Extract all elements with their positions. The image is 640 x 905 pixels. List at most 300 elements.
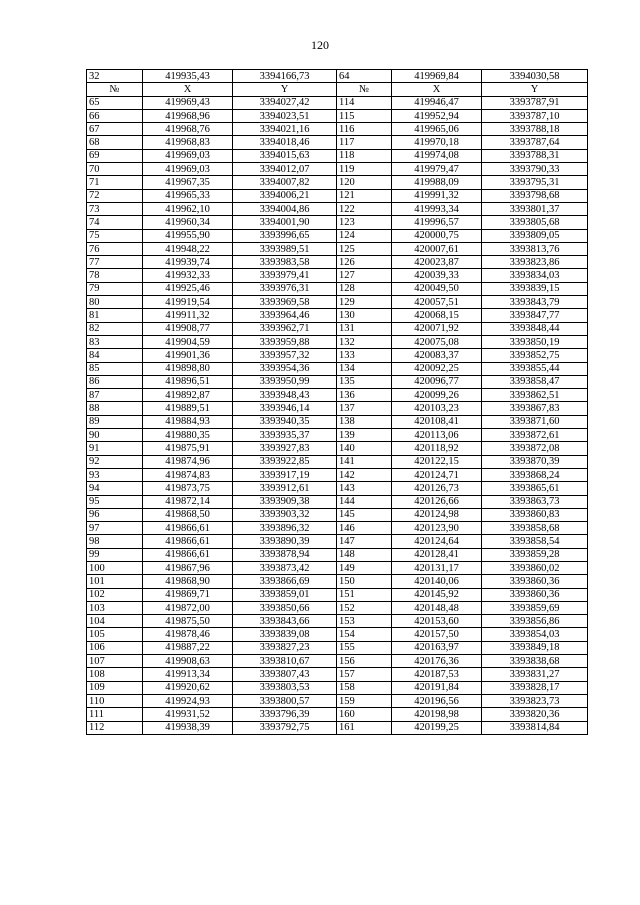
cell-number: 128 (337, 282, 392, 295)
table-row (87, 455, 588, 468)
table-row (87, 123, 588, 136)
cell-x: 420083,37 (392, 349, 482, 362)
cell-x: 419948,22 (143, 242, 233, 255)
cell-x: 419925,46 (143, 282, 233, 295)
table-row (87, 561, 588, 574)
cell-y: 3393868,24 (482, 468, 588, 481)
cell-x: 420000,75 (392, 229, 482, 242)
table-row (87, 229, 588, 242)
cell-x: 420103,23 (392, 402, 482, 415)
cell-number: 149 (337, 561, 392, 574)
header-number: № (337, 83, 392, 96)
cell-y: 3393909,38 (233, 495, 337, 508)
cell-y: 3393865,61 (482, 482, 588, 495)
cell-x: 419968,96 (143, 109, 233, 122)
cell-x: 419867,96 (143, 561, 233, 574)
cell-x: 419868,90 (143, 575, 233, 588)
cell-y: 3393860,36 (482, 575, 588, 588)
cell-y: 3393792,75 (233, 721, 337, 734)
cell-x: 419884,93 (143, 415, 233, 428)
cell-number: 81 (87, 309, 143, 322)
cell-number: 64 (337, 70, 392, 83)
cell-y: 3393969,58 (233, 296, 337, 309)
cell-number: 157 (337, 668, 392, 681)
cell-number: 152 (337, 601, 392, 614)
table-row (87, 482, 588, 495)
cell-y: 3393834,03 (482, 269, 588, 282)
cell-x: 420131,17 (392, 561, 482, 574)
cell-x: 420049,50 (392, 282, 482, 295)
cell-y: 3393860,02 (482, 561, 588, 574)
cell-y: 3393807,43 (233, 668, 337, 681)
header-y: Y (482, 83, 588, 96)
cell-x: 419892,87 (143, 389, 233, 402)
cell-number: 144 (337, 495, 392, 508)
cell-number: 94 (87, 482, 143, 495)
cell-y: 3393849,18 (482, 641, 588, 654)
cell-number: 97 (87, 522, 143, 535)
header-y: Y (233, 83, 337, 96)
cell-x: 420108,41 (392, 415, 482, 428)
cell-x: 419932,33 (143, 269, 233, 282)
cell-x: 419952,94 (392, 109, 482, 122)
cell-x: 419880,35 (143, 429, 233, 442)
cell-x: 420163,97 (392, 641, 482, 654)
cell-y: 3393996,65 (233, 229, 337, 242)
cell-y: 3394030,58 (482, 70, 588, 83)
cell-number: 119 (337, 163, 392, 176)
cell-x: 419887,22 (143, 641, 233, 654)
cell-x: 420099,26 (392, 389, 482, 402)
cell-y: 3393839,08 (233, 628, 337, 641)
table-row (87, 628, 588, 641)
cell-number: 77 (87, 256, 143, 269)
table-row (87, 109, 588, 122)
cell-x: 420148,48 (392, 601, 482, 614)
cell-y: 3393809,05 (482, 229, 588, 242)
cell-x: 419898,80 (143, 362, 233, 375)
cell-number: 69 (87, 149, 143, 162)
cell-x: 419993,34 (392, 202, 482, 215)
cell-number: 71 (87, 176, 143, 189)
cell-number: 92 (87, 455, 143, 468)
cell-y: 3393862,51 (482, 389, 588, 402)
cell-y: 3393959,88 (233, 335, 337, 348)
cell-y: 3393827,23 (233, 641, 337, 654)
cell-number: 112 (87, 721, 143, 734)
cell-y: 3393788,18 (482, 123, 588, 136)
table-row (87, 668, 588, 681)
cell-number: 126 (337, 256, 392, 269)
table-row (87, 362, 588, 375)
cell-x: 420140,06 (392, 575, 482, 588)
cell-x: 420124,71 (392, 468, 482, 481)
cell-x: 419913,34 (143, 668, 233, 681)
cell-number: 139 (337, 429, 392, 442)
cell-y: 3393810,67 (233, 655, 337, 668)
table-row (87, 349, 588, 362)
cell-number: 133 (337, 349, 392, 362)
cell-x: 419919,54 (143, 296, 233, 309)
cell-y: 3394006,21 (233, 189, 337, 202)
cell-y: 3393890,39 (233, 535, 337, 548)
table-row (87, 442, 588, 455)
table-row (87, 202, 588, 215)
cell-number: 91 (87, 442, 143, 455)
cell-y: 3393935,37 (233, 429, 337, 442)
cell-x: 419960,34 (143, 216, 233, 229)
cell-y: 3393854,03 (482, 628, 588, 641)
cell-number: 102 (87, 588, 143, 601)
cell-x: 420071,92 (392, 322, 482, 335)
table-row (87, 389, 588, 402)
cell-x: 420153,60 (392, 615, 482, 628)
cell-number: 103 (87, 601, 143, 614)
cell-x: 419946,47 (392, 96, 482, 109)
cell-number: 158 (337, 681, 392, 694)
table-row (87, 136, 588, 149)
table-row (87, 149, 588, 162)
cell-x: 419969,03 (143, 163, 233, 176)
cell-x: 420118,92 (392, 442, 482, 455)
cell-number: 123 (337, 216, 392, 229)
cell-y: 3393946,14 (233, 402, 337, 415)
cell-number: 130 (337, 309, 392, 322)
cell-y: 3393957,32 (233, 349, 337, 362)
cell-x: 419874,96 (143, 455, 233, 468)
cell-x: 420023,87 (392, 256, 482, 269)
cell-x: 419868,50 (143, 508, 233, 521)
cell-y: 3393866,69 (233, 575, 337, 588)
cell-number: 135 (337, 375, 392, 388)
table-row (87, 163, 588, 176)
cell-y: 3393979,41 (233, 269, 337, 282)
cell-x: 420075,08 (392, 335, 482, 348)
cell-x: 420145,92 (392, 588, 482, 601)
cell-number: 85 (87, 362, 143, 375)
cell-y: 3393896,32 (233, 522, 337, 535)
cell-number: 118 (337, 149, 392, 162)
table-row (87, 721, 588, 734)
cell-y: 3393858,54 (482, 535, 588, 548)
cell-number: 150 (337, 575, 392, 588)
cell-y: 3393850,19 (482, 335, 588, 348)
cell-y: 3393873,42 (233, 561, 337, 574)
cell-x: 419866,61 (143, 522, 233, 535)
cell-y: 3393927,83 (233, 442, 337, 455)
cell-number: 159 (337, 694, 392, 707)
cell-number: 101 (87, 575, 143, 588)
cell-x: 419968,83 (143, 136, 233, 149)
cell-x: 420128,41 (392, 548, 482, 561)
cell-number: 66 (87, 109, 143, 122)
cell-number: 154 (337, 628, 392, 641)
cell-number: 127 (337, 269, 392, 282)
cell-y: 3393848,44 (482, 322, 588, 335)
cell-number: 70 (87, 163, 143, 176)
cell-y: 3393989,51 (233, 242, 337, 255)
table-row (87, 575, 588, 588)
table-row (87, 402, 588, 415)
cell-y: 3394004,86 (233, 202, 337, 215)
cell-y: 3393787,91 (482, 96, 588, 109)
cell-number: 122 (337, 202, 392, 215)
cell-number: 136 (337, 389, 392, 402)
cell-x: 419991,32 (392, 189, 482, 202)
cell-x: 419875,50 (143, 615, 233, 628)
cell-y: 3393858,47 (482, 375, 588, 388)
cell-y: 3394021,16 (233, 123, 337, 136)
cell-y: 3393796,39 (233, 708, 337, 721)
cell-y: 3394015,63 (233, 149, 337, 162)
cell-x: 419911,32 (143, 309, 233, 322)
cell-x: 419872,14 (143, 495, 233, 508)
table-row (87, 242, 588, 255)
table-row (87, 508, 588, 521)
cell-x: 419939,74 (143, 256, 233, 269)
cell-x: 419875,91 (143, 442, 233, 455)
table-row (87, 615, 588, 628)
cell-number: 141 (337, 455, 392, 468)
cell-number: 93 (87, 468, 143, 481)
cell-x: 420039,33 (392, 269, 482, 282)
cell-y: 3393950,99 (233, 375, 337, 388)
table-row (87, 415, 588, 428)
table-row (87, 189, 588, 202)
cell-x: 420113,06 (392, 429, 482, 442)
cell-number: 120 (337, 176, 392, 189)
cell-x: 420124,98 (392, 508, 482, 521)
cell-number: 131 (337, 322, 392, 335)
cell-number: 88 (87, 402, 143, 415)
cell-y: 3393948,43 (233, 389, 337, 402)
cell-x: 420126,66 (392, 495, 482, 508)
cell-x: 419920,62 (143, 681, 233, 694)
cell-y: 3393903,32 (233, 508, 337, 521)
cell-number: 87 (87, 389, 143, 402)
cell-y: 3393872,08 (482, 442, 588, 455)
cell-number: 148 (337, 548, 392, 561)
cell-y: 3393859,69 (482, 601, 588, 614)
cell-y: 3393838,68 (482, 655, 588, 668)
cell-y: 3393940,35 (233, 415, 337, 428)
cell-y: 3394001,90 (233, 216, 337, 229)
header-x: X (143, 83, 233, 96)
header-number: № (87, 83, 143, 96)
cell-y: 3393859,01 (233, 588, 337, 601)
cell-x: 420092,25 (392, 362, 482, 375)
table-row (87, 681, 588, 694)
cell-number: 145 (337, 508, 392, 521)
cell-number: 160 (337, 708, 392, 721)
cell-x: 420126,73 (392, 482, 482, 495)
table-row (87, 176, 588, 189)
cell-x: 419965,33 (143, 189, 233, 202)
cell-y: 3393790,33 (482, 163, 588, 176)
table-row (87, 429, 588, 442)
cell-number: 153 (337, 615, 392, 628)
cell-x: 419878,46 (143, 628, 233, 641)
cell-y: 3394012,07 (233, 163, 337, 176)
cell-number: 74 (87, 216, 143, 229)
cell-number: 78 (87, 269, 143, 282)
cell-y: 3393788,31 (482, 149, 588, 162)
cell-number: 80 (87, 296, 143, 309)
cell-y: 3393858,68 (482, 522, 588, 535)
cell-y: 3393922,85 (233, 455, 337, 468)
cell-number: 98 (87, 535, 143, 548)
cell-number: 105 (87, 628, 143, 641)
cell-number: 65 (87, 96, 143, 109)
cell-x: 419962,10 (143, 202, 233, 215)
cell-y: 3393860,36 (482, 588, 588, 601)
cell-x: 420123,90 (392, 522, 482, 535)
cell-x: 420124,64 (392, 535, 482, 548)
cell-number: 96 (87, 508, 143, 521)
cell-number: 75 (87, 229, 143, 242)
cell-x: 419901,36 (143, 349, 233, 362)
table-row (87, 256, 588, 269)
cell-y: 3393814,84 (482, 721, 588, 734)
cell-number: 89 (87, 415, 143, 428)
cell-number: 132 (337, 335, 392, 348)
cell-y: 3393872,61 (482, 429, 588, 442)
cell-y: 3393787,64 (482, 136, 588, 149)
cell-number: 125 (337, 242, 392, 255)
cell-number: 82 (87, 322, 143, 335)
cell-x: 419908,77 (143, 322, 233, 335)
cell-y: 3393976,31 (233, 282, 337, 295)
cell-x: 419969,84 (392, 70, 482, 83)
cell-y: 3393831,27 (482, 668, 588, 681)
cell-x: 420068,15 (392, 309, 482, 322)
cell-y: 3393803,53 (233, 681, 337, 694)
cell-y: 3393828,17 (482, 681, 588, 694)
cell-y: 3393863,73 (482, 495, 588, 508)
table-row (87, 216, 588, 229)
header-x: X (392, 83, 482, 96)
page-number: 120 (311, 38, 329, 52)
cell-x: 420198,98 (392, 708, 482, 721)
cell-number: 137 (337, 402, 392, 415)
cell-x: 420191,84 (392, 681, 482, 694)
cell-number: 84 (87, 349, 143, 362)
cell-x: 419889,51 (143, 402, 233, 415)
table-row (87, 601, 588, 614)
cell-number: 76 (87, 242, 143, 255)
table-row (87, 309, 588, 322)
cell-number: 117 (337, 136, 392, 149)
cell-x: 419969,43 (143, 96, 233, 109)
cell-x: 420057,51 (392, 296, 482, 309)
cell-x: 419873,75 (143, 482, 233, 495)
table-row (87, 655, 588, 668)
cell-number: 115 (337, 109, 392, 122)
cell-y: 3393823,86 (482, 256, 588, 269)
cell-number: 143 (337, 482, 392, 495)
cell-number: 121 (337, 189, 392, 202)
cell-number: 72 (87, 189, 143, 202)
cell-number: 107 (87, 655, 143, 668)
cell-number: 83 (87, 335, 143, 348)
cell-number: 73 (87, 202, 143, 215)
cell-x: 419908,63 (143, 655, 233, 668)
cell-x: 419969,03 (143, 149, 233, 162)
cell-number: 147 (337, 535, 392, 548)
cell-y: 3393871,60 (482, 415, 588, 428)
table-row-top (87, 70, 588, 83)
cell-x: 419896,51 (143, 375, 233, 388)
table-row (87, 296, 588, 309)
cell-x: 419955,90 (143, 229, 233, 242)
table-row (87, 96, 588, 109)
cell-y: 3393839,15 (482, 282, 588, 295)
cell-y: 3393860,83 (482, 508, 588, 521)
cell-y: 3393859,28 (482, 548, 588, 561)
table-row (87, 375, 588, 388)
cell-x: 420176,36 (392, 655, 482, 668)
cell-number: 90 (87, 429, 143, 442)
coordinates-table (86, 69, 588, 735)
cell-y: 3393912,61 (233, 482, 337, 495)
cell-y: 3394166,73 (233, 70, 337, 83)
cell-x: 419904,59 (143, 335, 233, 348)
table-row (87, 588, 588, 601)
table-row (87, 269, 588, 282)
cell-x: 420096,77 (392, 375, 482, 388)
cell-x: 420122,15 (392, 455, 482, 468)
cell-y: 3393847,77 (482, 309, 588, 322)
cell-x: 420196,56 (392, 694, 482, 707)
cell-y: 3393805,68 (482, 216, 588, 229)
cell-y: 3393795,31 (482, 176, 588, 189)
cell-number: 111 (87, 708, 143, 721)
cell-x: 420157,50 (392, 628, 482, 641)
cell-number: 86 (87, 375, 143, 388)
table-row (87, 694, 588, 707)
cell-number: 140 (337, 442, 392, 455)
cell-number: 108 (87, 668, 143, 681)
cell-number: 129 (337, 296, 392, 309)
cell-number: 116 (337, 123, 392, 136)
cell-y: 3393954,36 (233, 362, 337, 375)
cell-y: 3394018,46 (233, 136, 337, 149)
cell-y: 3394023,51 (233, 109, 337, 122)
cell-x: 419872,00 (143, 601, 233, 614)
table-row (87, 335, 588, 348)
cell-number: 99 (87, 548, 143, 561)
cell-y: 3394027,42 (233, 96, 337, 109)
cell-x: 419968,76 (143, 123, 233, 136)
cell-number: 138 (337, 415, 392, 428)
cell-number: 142 (337, 468, 392, 481)
cell-x: 419988,09 (392, 176, 482, 189)
cell-x: 419866,61 (143, 535, 233, 548)
cell-y: 3393964,46 (233, 309, 337, 322)
cell-x: 420007,61 (392, 242, 482, 255)
cell-y: 3393843,66 (233, 615, 337, 628)
table-header-row (87, 83, 588, 96)
cell-y: 3393878,94 (233, 548, 337, 561)
table-row (87, 548, 588, 561)
cell-x: 419996,57 (392, 216, 482, 229)
cell-number: 104 (87, 615, 143, 628)
cell-y: 3393820,36 (482, 708, 588, 721)
cell-y: 3393855,44 (482, 362, 588, 375)
cell-number: 109 (87, 681, 143, 694)
table-row (87, 641, 588, 654)
cell-y: 3393823,73 (482, 694, 588, 707)
